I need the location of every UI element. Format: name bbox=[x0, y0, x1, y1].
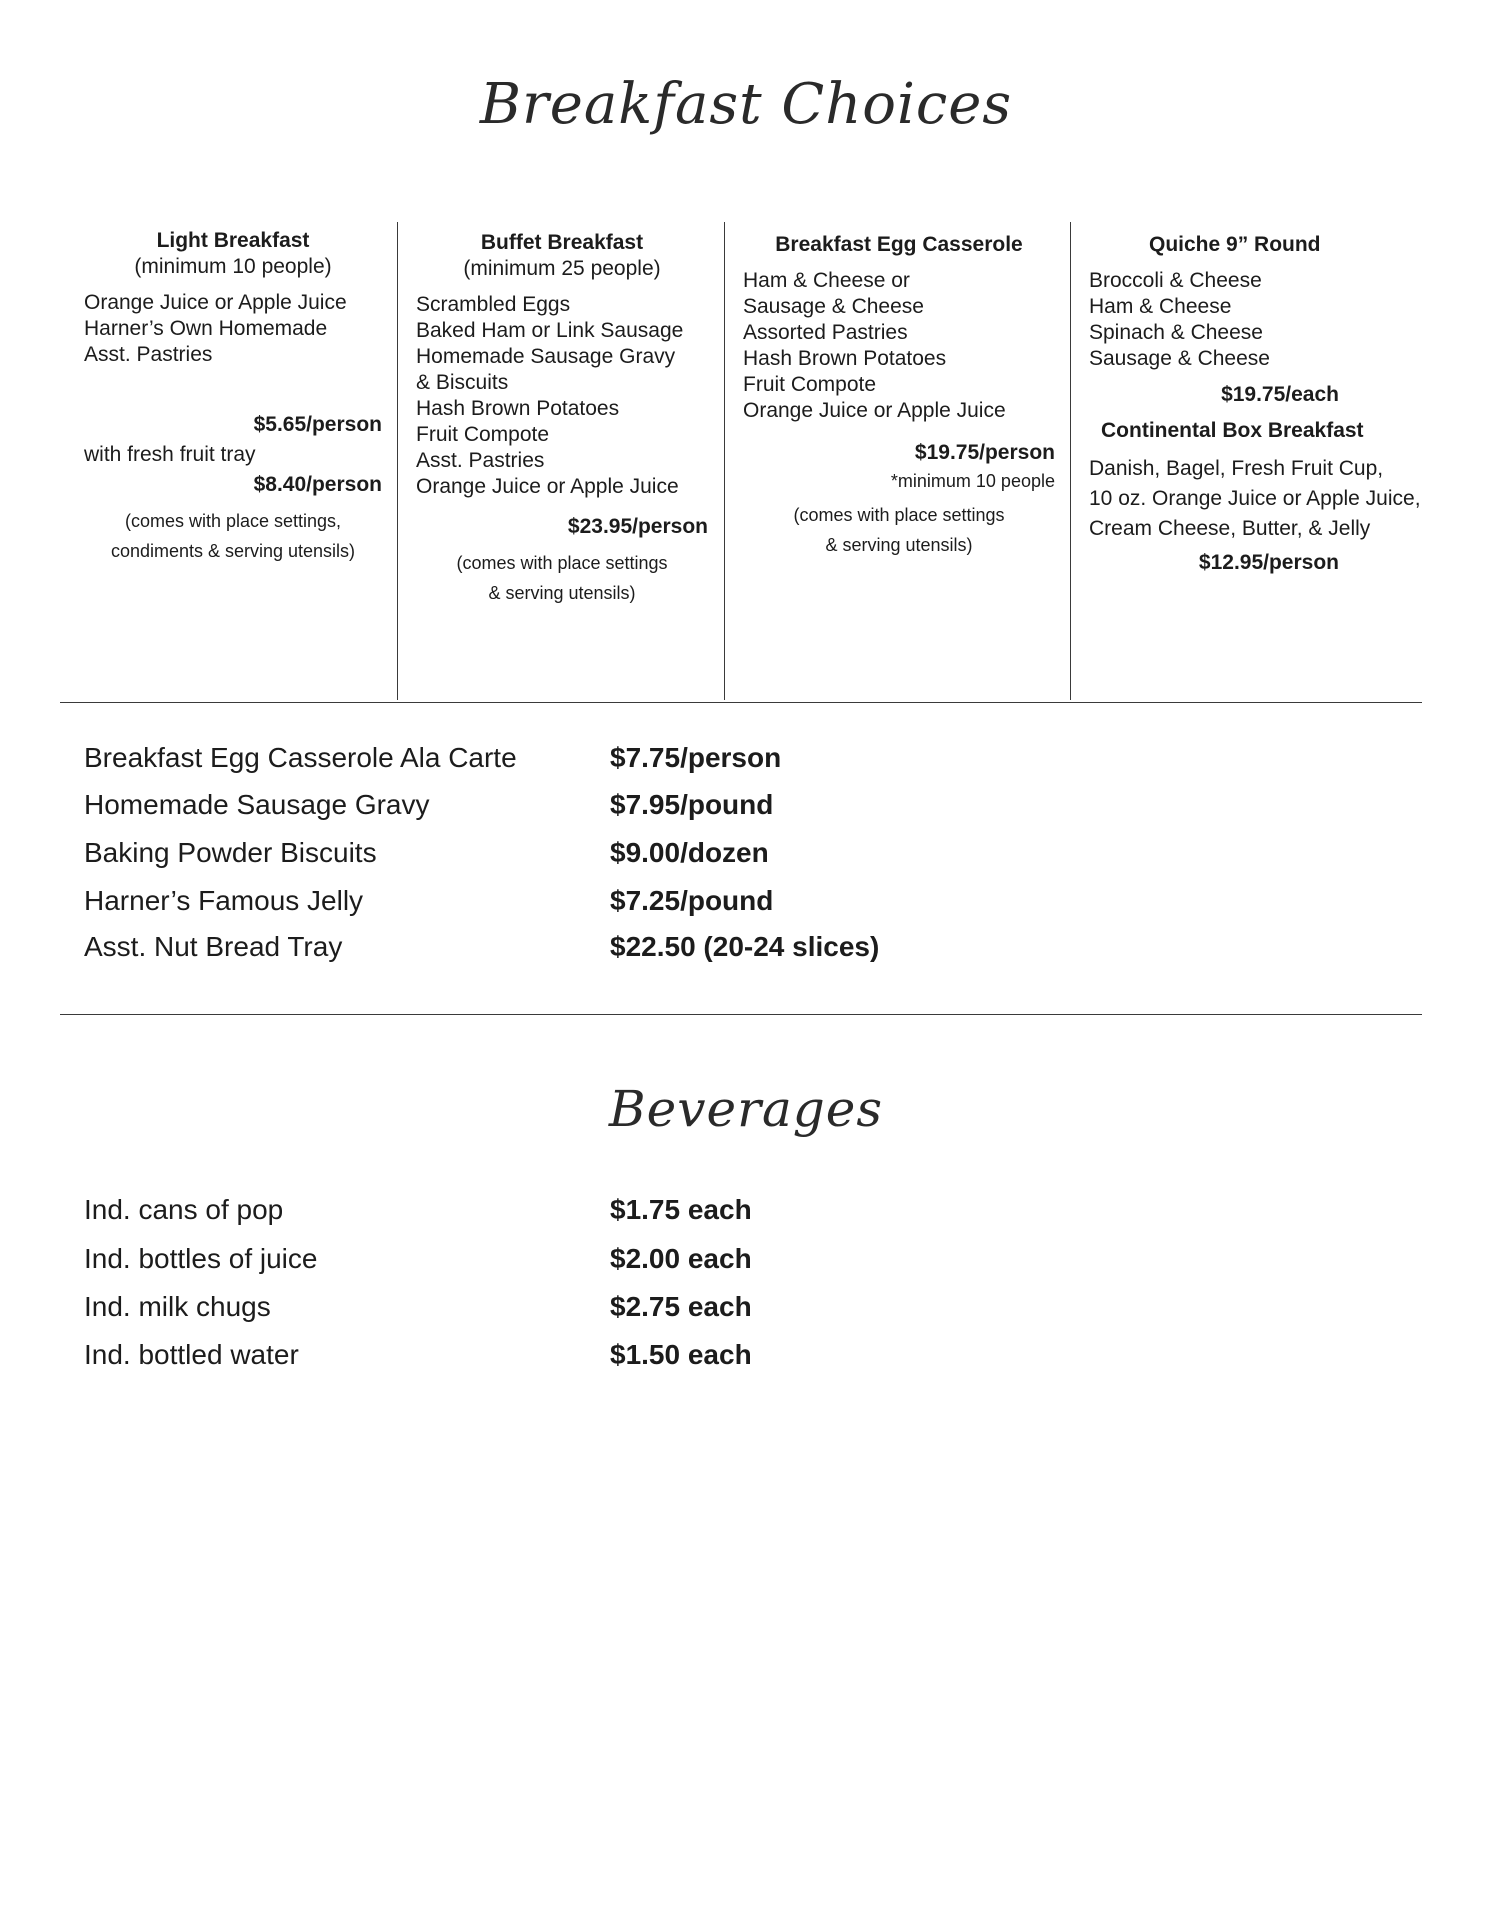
menu-item: Orange Juice or Apple Juice bbox=[743, 399, 1006, 422]
menu-item: Danish, Bagel, Fresh Fruit Cup, bbox=[1089, 457, 1384, 480]
service-note: (comes with place settings bbox=[793, 505, 1005, 525]
ala-carte-item-label: Homemade Sausage Gravy bbox=[84, 789, 430, 820]
list-item bbox=[84, 931, 984, 975]
menu-item: Scrambled Eggs bbox=[416, 293, 571, 316]
buffet-breakfast-heading: Buffet Breakfast bbox=[480, 231, 644, 254]
menu-item: Broccoli & Cheese bbox=[1089, 269, 1262, 292]
buffet-breakfast-price: $23.95/person bbox=[567, 515, 708, 538]
menu-item: Asst. Pastries bbox=[416, 449, 545, 472]
column-divider bbox=[724, 222, 725, 700]
ala-carte-item-label: Breakfast Egg Casserole Ala Carte bbox=[84, 742, 517, 773]
ala-carte-item-price: $7.25/pound bbox=[610, 885, 774, 916]
list-item bbox=[84, 837, 984, 881]
list-item bbox=[84, 789, 984, 833]
fruit-tray-option: with fresh fruit tray bbox=[84, 443, 256, 466]
list-item bbox=[84, 885, 984, 929]
menu-item: Ham & Cheese or bbox=[743, 269, 910, 292]
list-item bbox=[84, 1291, 984, 1335]
light-breakfast-fruit-price: $8.40/person bbox=[253, 473, 382, 496]
egg-casserole-minimum: *minimum 10 people bbox=[890, 471, 1055, 491]
breakfast-choices-title: Breakfast Choices bbox=[479, 72, 1013, 137]
column-divider bbox=[1070, 222, 1071, 700]
menu-item: Harner’s Own Homemade bbox=[84, 317, 328, 340]
service-note: & serving utensils) bbox=[825, 535, 973, 555]
section-divider bbox=[60, 1014, 1422, 1015]
egg-casserole-heading: Breakfast Egg Casserole bbox=[775, 233, 1023, 256]
light-breakfast-minimum: (minimum 10 people) bbox=[134, 255, 332, 278]
service-note: condiments & serving utensils) bbox=[110, 541, 356, 561]
buffet-breakfast-minimum: (minimum 25 people) bbox=[463, 257, 661, 280]
menu-item: Hash Brown Potatoes bbox=[416, 397, 620, 420]
menu-item: Ham & Cheese bbox=[1089, 295, 1232, 318]
ala-carte-item-price: $9.00/dozen bbox=[610, 837, 769, 868]
menu-item: Orange Juice or Apple Juice bbox=[84, 291, 347, 314]
menu-item: Homemade Sausage Gravy bbox=[416, 345, 676, 368]
service-note: & serving utensils) bbox=[488, 583, 636, 603]
service-note: (comes with place settings bbox=[456, 553, 668, 573]
quiche-heading: Quiche 9” Round bbox=[1149, 233, 1321, 256]
quiche-price: $19.75/each bbox=[1221, 383, 1339, 406]
continental-box-price: $12.95/person bbox=[1198, 551, 1339, 574]
ala-carte-item-price: $7.95/pound bbox=[610, 789, 774, 820]
egg-casserole-price: $19.75/person bbox=[914, 441, 1055, 464]
beverage-label: Ind. milk chugs bbox=[84, 1291, 271, 1322]
menu-item: Cream Cheese, Butter, & Jelly bbox=[1089, 517, 1371, 540]
service-note: (comes with place settings, bbox=[124, 511, 342, 531]
ala-carte-item-label: Asst. Nut Bread Tray bbox=[84, 931, 343, 962]
menu-item: Sausage & Cheese bbox=[743, 295, 924, 318]
menu-item: Asst. Pastries bbox=[84, 343, 213, 366]
beverage-price: $2.75 each bbox=[610, 1291, 752, 1322]
beverage-label: Ind. bottles of juice bbox=[84, 1243, 318, 1274]
buffet-breakfast-column bbox=[416, 230, 708, 608]
menu-item: Orange Juice or Apple Juice bbox=[416, 475, 679, 498]
section-divider bbox=[60, 702, 1422, 703]
light-breakfast-heading: Light Breakfast bbox=[156, 229, 310, 252]
egg-casserole-column bbox=[743, 232, 1055, 560]
list-item bbox=[84, 1194, 984, 1238]
menu-item: Fruit Compote bbox=[416, 423, 550, 446]
menu-item: Spinach & Cheese bbox=[1089, 321, 1263, 344]
ala-carte-item-label: Baking Powder Biscuits bbox=[84, 837, 377, 868]
ala-carte-item-price: $7.75/person bbox=[610, 742, 782, 773]
beverage-price: $1.75 each bbox=[610, 1194, 752, 1225]
light-breakfast-price: $5.65/person bbox=[253, 413, 382, 436]
menu-item: 10 oz. Orange Juice or Apple Juice, bbox=[1089, 487, 1421, 510]
continental-box-heading: Continental Box Breakfast bbox=[1101, 419, 1364, 442]
menu-item: & Biscuits bbox=[416, 371, 509, 394]
list-item bbox=[84, 742, 984, 786]
menu-item: Fruit Compote bbox=[743, 373, 877, 396]
column-divider bbox=[397, 222, 398, 700]
menu-item: Hash Brown Potatoes bbox=[743, 347, 947, 370]
list-item bbox=[84, 1243, 984, 1287]
beverages-title: Beverages bbox=[608, 1080, 884, 1138]
ala-carte-item-label: Harner’s Famous Jelly bbox=[84, 885, 364, 916]
ala-carte-item-price: $22.50 (20-24 slices) bbox=[610, 931, 880, 962]
list-item bbox=[84, 1339, 984, 1383]
menu-item: Assorted Pastries bbox=[743, 321, 908, 344]
menu-item: Sausage & Cheese bbox=[1089, 347, 1270, 370]
light-breakfast-column bbox=[84, 228, 382, 566]
menu-item: Baked Ham or Link Sausage bbox=[416, 319, 684, 342]
beverage-price: $2.00 each bbox=[610, 1243, 752, 1274]
beverage-label: Ind. bottled water bbox=[84, 1339, 299, 1370]
beverage-label: Ind. cans of pop bbox=[84, 1194, 284, 1225]
quiche-column bbox=[1089, 232, 1421, 576]
beverage-price: $1.50 each bbox=[610, 1339, 752, 1370]
